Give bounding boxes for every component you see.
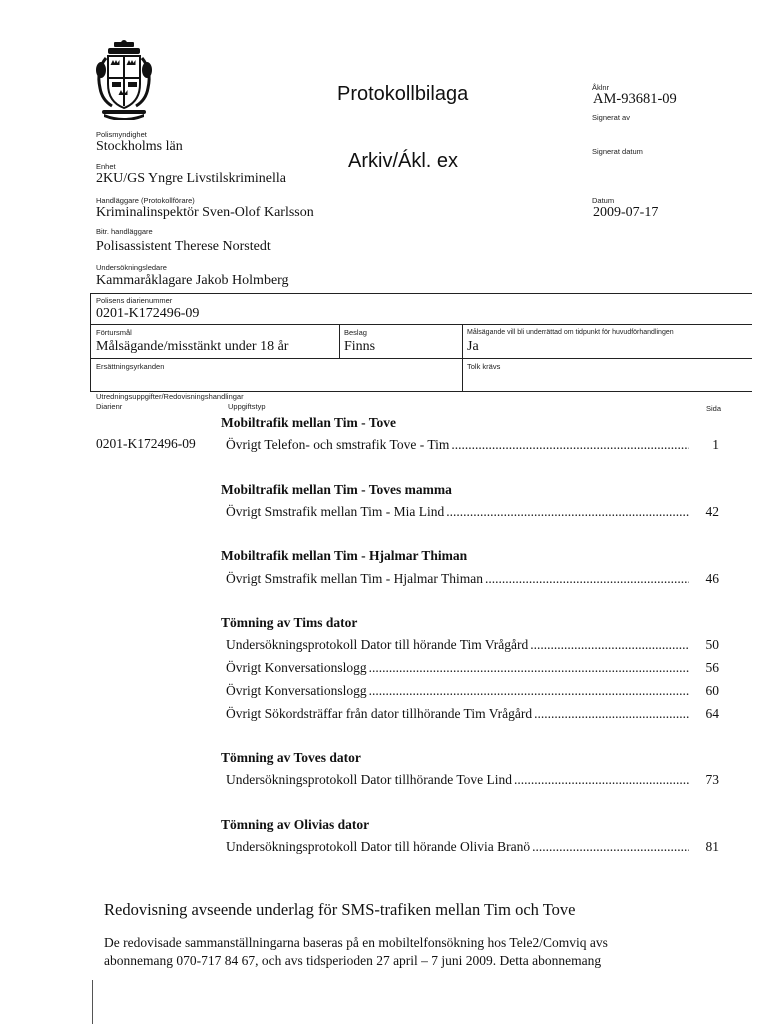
polismyndighet-label: Polismyndighet [96, 130, 147, 139]
box-col-divider-beslag [339, 324, 340, 358]
signerat-datum-label: Signerat datum [592, 147, 643, 156]
entry-page: 46 [705, 571, 719, 586]
diarienummer-value: 0201-K172496-09 [96, 306, 200, 321]
bitr-handlaggare-label: Bitr. handläggare [96, 227, 153, 236]
entry-page: 64 [705, 706, 719, 721]
entry-page: 73 [705, 772, 719, 787]
enhet-label: Enhet [96, 162, 116, 171]
beslag-value: Finns [344, 339, 376, 354]
entry-page: 50 [705, 637, 719, 652]
fortursmal-label: Förtursmål [96, 328, 132, 337]
list-item[interactable] [226, 839, 719, 855]
aklnr-value: AM-93681-09 [593, 91, 677, 107]
list-item[interactable] [226, 683, 719, 699]
entry-page: 81 [705, 839, 719, 854]
entry-text: Undersökningsprotokoll Dator till hörande Olivia Branö [226, 839, 531, 854]
diarienummer-label: Polisens diarienummer [96, 296, 173, 305]
entry-text: Övrigt Telefon- och smstrafik Tove - Tim [226, 437, 450, 452]
entry-text: Övrigt Konversationslogg [226, 660, 367, 675]
entry-page: 1 [712, 437, 719, 452]
list-diarienr-value: 0201-K172496-09 [96, 436, 196, 451]
enhet-value: 2KU/GS Yngre Livstilskriminella [96, 171, 287, 186]
entry-text: Övrigt Sökordsträffar från dator tillhörande Tim Vrågård [226, 706, 533, 721]
entry-text: Övrigt Konversationslogg [226, 683, 367, 698]
entry-page: 42 [705, 504, 719, 519]
list-item[interactable] [226, 637, 719, 653]
malsagande-value: Ja [467, 339, 479, 354]
fortursmal-value: Målsägande/misstänkt under 18 år [96, 339, 289, 354]
list-item[interactable] [226, 504, 719, 520]
report-heading: Redovisning avseende underlag för SMS-trafiken mellan Tim och Tove [104, 900, 576, 919]
entry-page: 60 [705, 683, 719, 698]
polismyndighet-value: Stockholms län [96, 139, 183, 154]
column-sida-label: Sida [706, 404, 722, 413]
document-subtitle: Arkiv/Ákl. ex [348, 150, 459, 172]
list-item[interactable] [226, 660, 719, 676]
group-title: Tömning av Tims dator [221, 615, 358, 630]
group-title: Tömning av Toves dator [221, 750, 361, 765]
column-diarienr-label: Diarienr [96, 402, 123, 411]
box-col-divider-malsag [462, 324, 463, 391]
aklnr-label: Åklnr [592, 83, 610, 92]
box-row-divider-1 [90, 324, 752, 325]
handlaggare-value: Kriminalinspektör Sven-Olof Karlsson [96, 205, 314, 220]
box-row-divider-2 [90, 358, 752, 359]
entry-text: Undersökningsprotokoll Dator till hörande Tim Vrågård [226, 637, 529, 652]
column-uppgiftstyp-label: Uppgiftstyp [228, 402, 266, 411]
tolk-label: Tolk krävs [467, 362, 501, 371]
datum-label: Datum [592, 196, 615, 205]
malsagande-label: Målsägande vill bli underrättad om tidpunkt för huvudförhandlingen [467, 329, 674, 336]
handlaggare-label: Handläggare (Protokollförare) [96, 196, 195, 205]
list-item[interactable] [226, 706, 719, 722]
entry-page: 56 [705, 660, 719, 675]
report-paragraph-line-2: abonnemang 070-717 84 67, och avs tidsperioden 27 april – 7 juni 2009. Detta abonnemang [104, 953, 602, 968]
utredningsuppgifter-label: Utredningsuppgifter/Redovisningshandlingar [96, 392, 244, 401]
entry-text: Undersökningsprotokoll Dator tillhörande Tove Lind [226, 772, 513, 787]
entry-text: Övrigt Smstrafik mellan Tim - Hjalmar Thiman [226, 571, 483, 586]
undersokningsledare-value: Kammaråklagare Jakob Holmberg [96, 273, 289, 288]
undersokningsledare-label: Undersökningsledare [96, 263, 167, 272]
group-title: Tömning av Olivias dator [221, 817, 370, 832]
signerat-av-label: Signerat av [592, 113, 630, 122]
entry-text: Övrigt Smstrafik mellan Tim - Mia Lind [226, 504, 445, 519]
box-top-border [90, 293, 752, 294]
list-item[interactable] [226, 437, 719, 453]
beslag-label: Beslag [344, 328, 367, 337]
scan-margin-line [92, 980, 93, 1024]
group-title: Mobiltrafik mellan Tim - Hjalmar Thiman [221, 548, 468, 563]
list-item[interactable] [226, 772, 719, 788]
document-title: Protokollbilaga [337, 83, 469, 105]
box-left-border [90, 293, 91, 391]
ersattningsyrkanden-label: Ersättningsyrkanden [96, 362, 165, 371]
datum-value: 2009-07-17 [593, 205, 659, 220]
bitr-handlaggare-value: Polisassistent Therese Norstedt [96, 239, 271, 254]
group-title: Mobiltrafik mellan Tim - Tove [221, 415, 397, 430]
list-item[interactable] [226, 571, 719, 587]
report-paragraph-line-1: De redovisade sammanställningarna baseras på en mobiltelfonsökning hos Tele2/Comviq avs [104, 935, 608, 950]
coat-of-arms-emblem [92, 40, 156, 120]
group-title: Mobiltrafik mellan Tim - Toves mamma [221, 482, 452, 497]
